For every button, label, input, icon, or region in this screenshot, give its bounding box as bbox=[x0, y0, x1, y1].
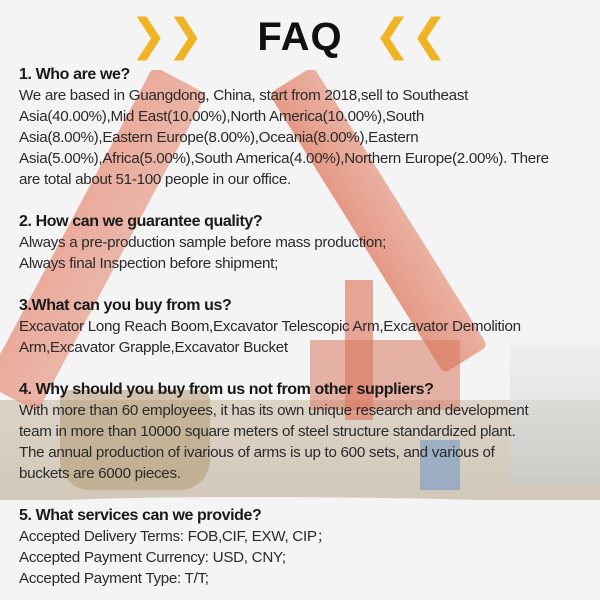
faq-answer-line: Accepted Payment Currency: USD, CNY; bbox=[19, 549, 286, 566]
faq-answer-line: Excavator Long Reach Boom,Excavator Telescopic Arm,Excavator Demolition bbox=[19, 318, 521, 335]
faq-answer-line: Accepted Payment Type: T/T; bbox=[19, 570, 209, 587]
faq-question: 5. What services can we provide? bbox=[19, 507, 262, 524]
faq-answer-line: The annual production of ivarious of arms is up to 600 sets, and various of bbox=[19, 444, 495, 461]
faq-item-products bbox=[19, 295, 594, 358]
faq-answer-line: team in more than 10000 square meters of steel structure standardized plant. bbox=[19, 423, 516, 440]
faq-header bbox=[0, 10, 600, 61]
double-chevron-right-icon: ❯❯ bbox=[130, 10, 204, 61]
double-chevron-left-icon: ❮❮ bbox=[374, 10, 448, 61]
faq-answer-line: We are based in Guangdong, China, start from 2018,sell to Southeast bbox=[19, 87, 469, 104]
faq-question: 3.What can you buy from us? bbox=[19, 297, 232, 314]
faq-item-services bbox=[19, 505, 594, 589]
faq-question: 2. How can we guarantee quality? bbox=[19, 213, 263, 230]
faq-item-quality bbox=[19, 211, 594, 274]
faq-item-who-are-we bbox=[19, 64, 594, 190]
faq-answer-line: Asia(5.00%),Africa(5.00%),South America(4.00%),Northern Europe(2.00%). There bbox=[19, 150, 549, 167]
faq-answer-line: Asia(8.00%),Eastern Europe(8.00%),Oceania(8.00%),Eastern bbox=[19, 129, 419, 146]
faq-answer-line: With more than 60 employees, it has its own unique research and development bbox=[19, 402, 529, 419]
faq-item-why-us bbox=[19, 379, 594, 484]
faq-answer-line: Always final Inspection before shipment; bbox=[19, 255, 278, 272]
faq-answer-line: Arm,Excavator Grapple,Excavator Bucket bbox=[19, 339, 288, 356]
faq-answer-line: Accepted Delivery Terms: FOB,CIF, EXW, CIP； bbox=[19, 528, 332, 545]
faq-question: 1. Who are we? bbox=[19, 66, 130, 83]
faq-answer-line: Asia(40.00%),Mid East(10.00%),North America(10.00%),South bbox=[19, 108, 424, 125]
page-title: FAQ bbox=[257, 15, 343, 59]
faq-question: 4. Why should you buy from us not from other suppliers? bbox=[19, 381, 434, 398]
faq-list bbox=[19, 64, 594, 589]
faq-answer-line: buckets are 6000 pieces. bbox=[19, 465, 181, 482]
faq-answer-line: Always a pre-production sample before mass production; bbox=[19, 234, 387, 251]
faq-answer-line: are total about 51-100 people in our office. bbox=[19, 171, 291, 188]
